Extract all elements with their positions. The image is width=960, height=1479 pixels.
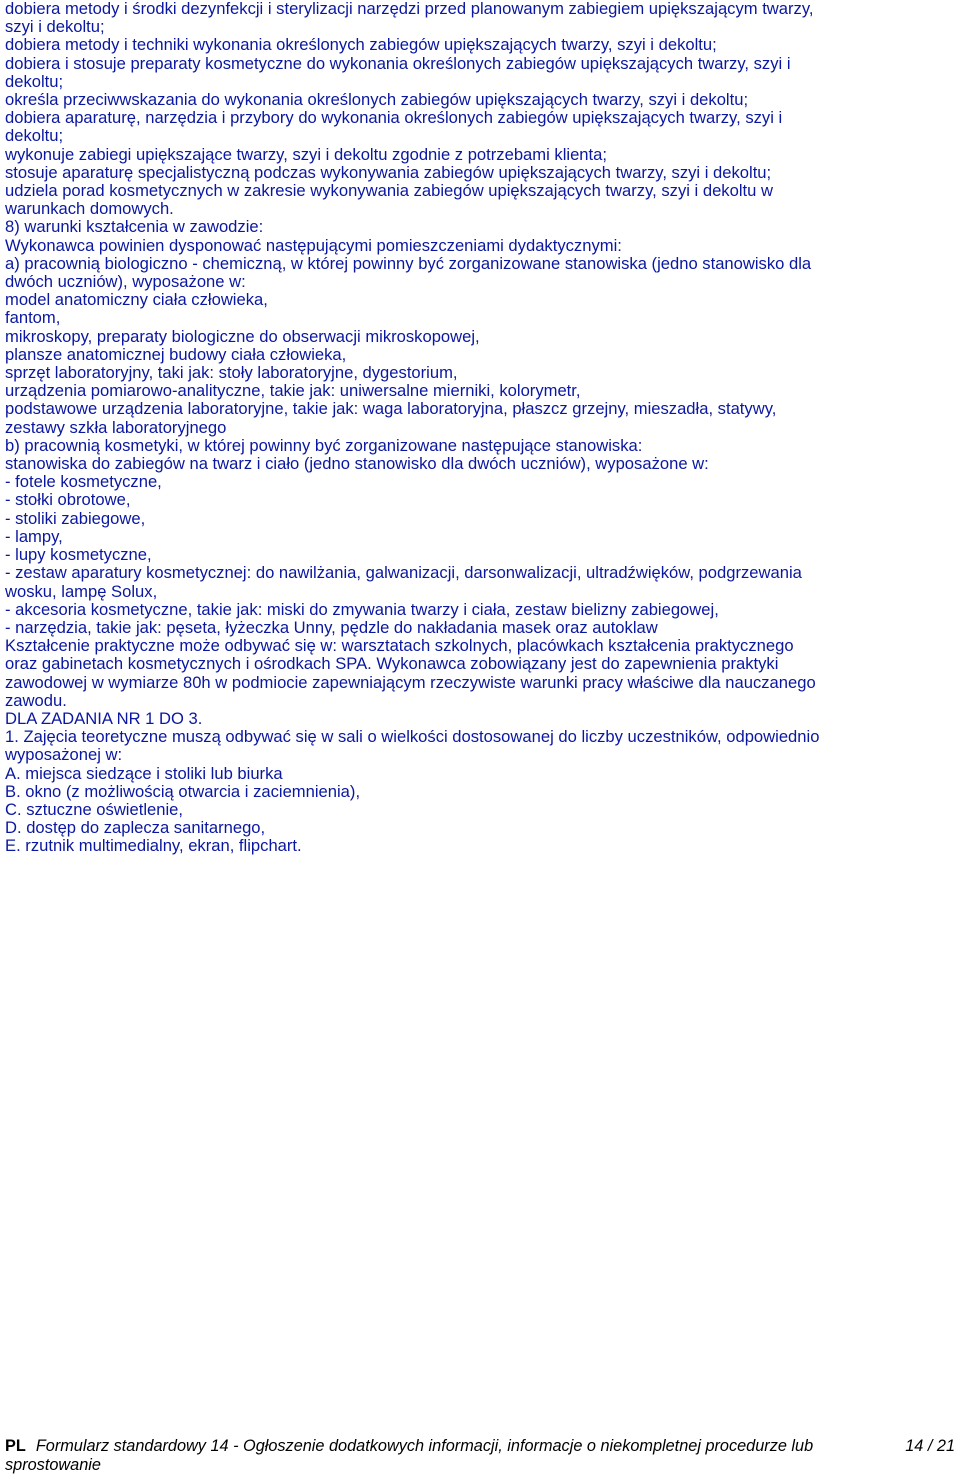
text-line: 1. Zajęcia teoretyczne muszą odbywać się w sali o wielkości dostosowanej do liczby uczestników, odpowiednio xyxy=(5,727,820,747)
list-item: zestawy szkła laboratoryjnego xyxy=(5,417,227,437)
text-line: określa przeciwwskazania do wykonania określonych zabiegów upiększających twarzy, szyi i dekoltu; xyxy=(5,90,749,110)
list-item: sprzęt laboratoryjny, taki jak: stoły laboratoryjne, dygestorium, xyxy=(5,363,458,383)
text-line: dobiera i stosuje preparaty kosmetyczne do wykonania określonych zabiegów upiększających twarzy, szyi i xyxy=(5,53,791,73)
form-title: Formularz standardowy 14 - Ogłoszenie dodatkowych informacji, informacje o niekompletnej procedurze lub xyxy=(35,1437,814,1455)
text-line: wykonuje zabiegi upiększające twarzy, szyi i dekoltu zgodnie z potrzebami klienta; xyxy=(5,144,607,164)
list-item: A. miejsca siedzące i stoliki lub biurka xyxy=(5,763,283,783)
text-line: Kształcenie praktyczne może odbywać się w: warsztatach szkolnych, placówkach kształcenia praktycznego xyxy=(5,636,794,656)
form-title-continued: sprostowanie xyxy=(5,1455,101,1474)
text-line: b) pracownią kosmetyki, w której powinny być zorganizowane następujące stanowiska: xyxy=(5,435,643,455)
list-item: wosku, lampę Solux, xyxy=(5,581,158,601)
list-item: - fotele kosmetyczne, xyxy=(5,472,162,492)
text-line: szyi i dekoltu; xyxy=(5,17,105,37)
section-heading: 8) warunki kształcenia w zawodzie: xyxy=(5,217,264,237)
document-body xyxy=(5,0,953,856)
text-line: dekoltu; xyxy=(5,71,64,91)
list-item: - akcesoria kosmetyczne, takie jak: miski do zmywania twarzy i ciała, zestaw bielizny zabiegowej, xyxy=(5,599,719,619)
text-line: stosuje aparaturę specjalistyczną podczas wykonywania zabiegów upiększających twarzy, szyi i dekoltu; xyxy=(5,162,772,182)
page-footer xyxy=(5,1437,955,1477)
text-line: dekoltu; xyxy=(5,126,64,146)
text-line: udziela porad kosmetycznych w zakresie wykonywania zabiegów upiększających twarzy, szyi i dekoltu w xyxy=(5,181,773,201)
page-number: 14 / 21 xyxy=(905,1437,955,1455)
list-item: urządzenia pomiarowo-analityczne, takie jak: uniwersalne mierniki, kolorymetr, xyxy=(5,381,581,401)
text-line: dwóch uczniów), wyposażone w: xyxy=(5,272,246,292)
list-item: - lampy, xyxy=(5,526,63,546)
list-item: - zestaw aparatury kosmetycznej: do nawilżania, galwanizacji, darsonwalizacji, ultradźwięków, podgrzewania xyxy=(5,563,802,583)
list-item: podstawowe urządzenia laboratoryjne, takie jak: waga laboratoryjna, płaszcz grzejny, mieszadła, statywy, xyxy=(5,399,777,419)
text-line: dobiera metody i techniki wykonania określonych zabiegów upiększających twarzy, szyi i dekoltu; xyxy=(5,35,717,55)
list-item: - stołki obrotowe, xyxy=(5,490,131,510)
list-item: E. rzutnik multimedialny, ekran, flipchart. xyxy=(5,836,302,856)
list-item: - lupy kosmetyczne, xyxy=(5,545,152,565)
list-item: - narzędzia, takie jak: pęseta, łyżeczka Unny, pędzle do nakładania masek oraz autoklaw xyxy=(5,617,658,637)
list-item: - stoliki zabiegowe, xyxy=(5,508,146,528)
list-item: C. sztuczne oświetlenie, xyxy=(5,799,184,819)
text-line: wyposażonej w: xyxy=(5,745,123,765)
section-heading: DLA ZADANIA NR 1 DO 3. xyxy=(5,708,203,728)
list-item: fantom, xyxy=(5,308,61,328)
text-line: dobiera aparaturę, narzędzia i przybory do wykonania określonych zabiegów upiększających twarzy, szyi i xyxy=(5,108,783,128)
language-code: PL xyxy=(5,1437,26,1455)
text-line: dobiera metody i środki dezynfekcji i sterylizacji narzędzi przed planowanym zabiegiem upiększającym twarzy, xyxy=(5,0,814,18)
list-item: B. okno (z możliwością otwarcia i zaciemnienia), xyxy=(5,781,361,801)
text-line: zawodowej w wymiarze 80h w podmiocie zapewniającym rzeczywiste warunki pracy właściwe dla nauczanego xyxy=(5,672,816,692)
text-line: a) pracownią biologiczno - chemiczną, w której powinny być zorganizowane stanowiska (jedno stanowisko dla xyxy=(5,253,812,273)
list-item: model anatomiczny ciała człowieka, xyxy=(5,290,268,310)
text-line: Wykonawca powinien dysponować następującymi pomieszczeniami dydaktycznymi: xyxy=(5,235,622,255)
list-item: plansze anatomicznej budowy ciała człowieka, xyxy=(5,344,347,364)
text-line: oraz gabinetach kosmetycznych i ośrodkach SPA. Wykonawca zobowiązany jest do zapewnienia praktyki xyxy=(5,654,779,674)
list-item: mikroskopy, preparaty biologiczne do obserwacji mikroskopowej, xyxy=(5,326,480,346)
text-line: stanowiska do zabiegów na twarz i ciało (jedno stanowisko dla dwóch uczniów), wyposażone w: xyxy=(5,454,709,474)
text-line: zawodu. xyxy=(5,690,67,710)
list-item: D. dostęp do zaplecza sanitarnego, xyxy=(5,818,266,838)
text-line: warunkach domowych. xyxy=(5,199,174,219)
